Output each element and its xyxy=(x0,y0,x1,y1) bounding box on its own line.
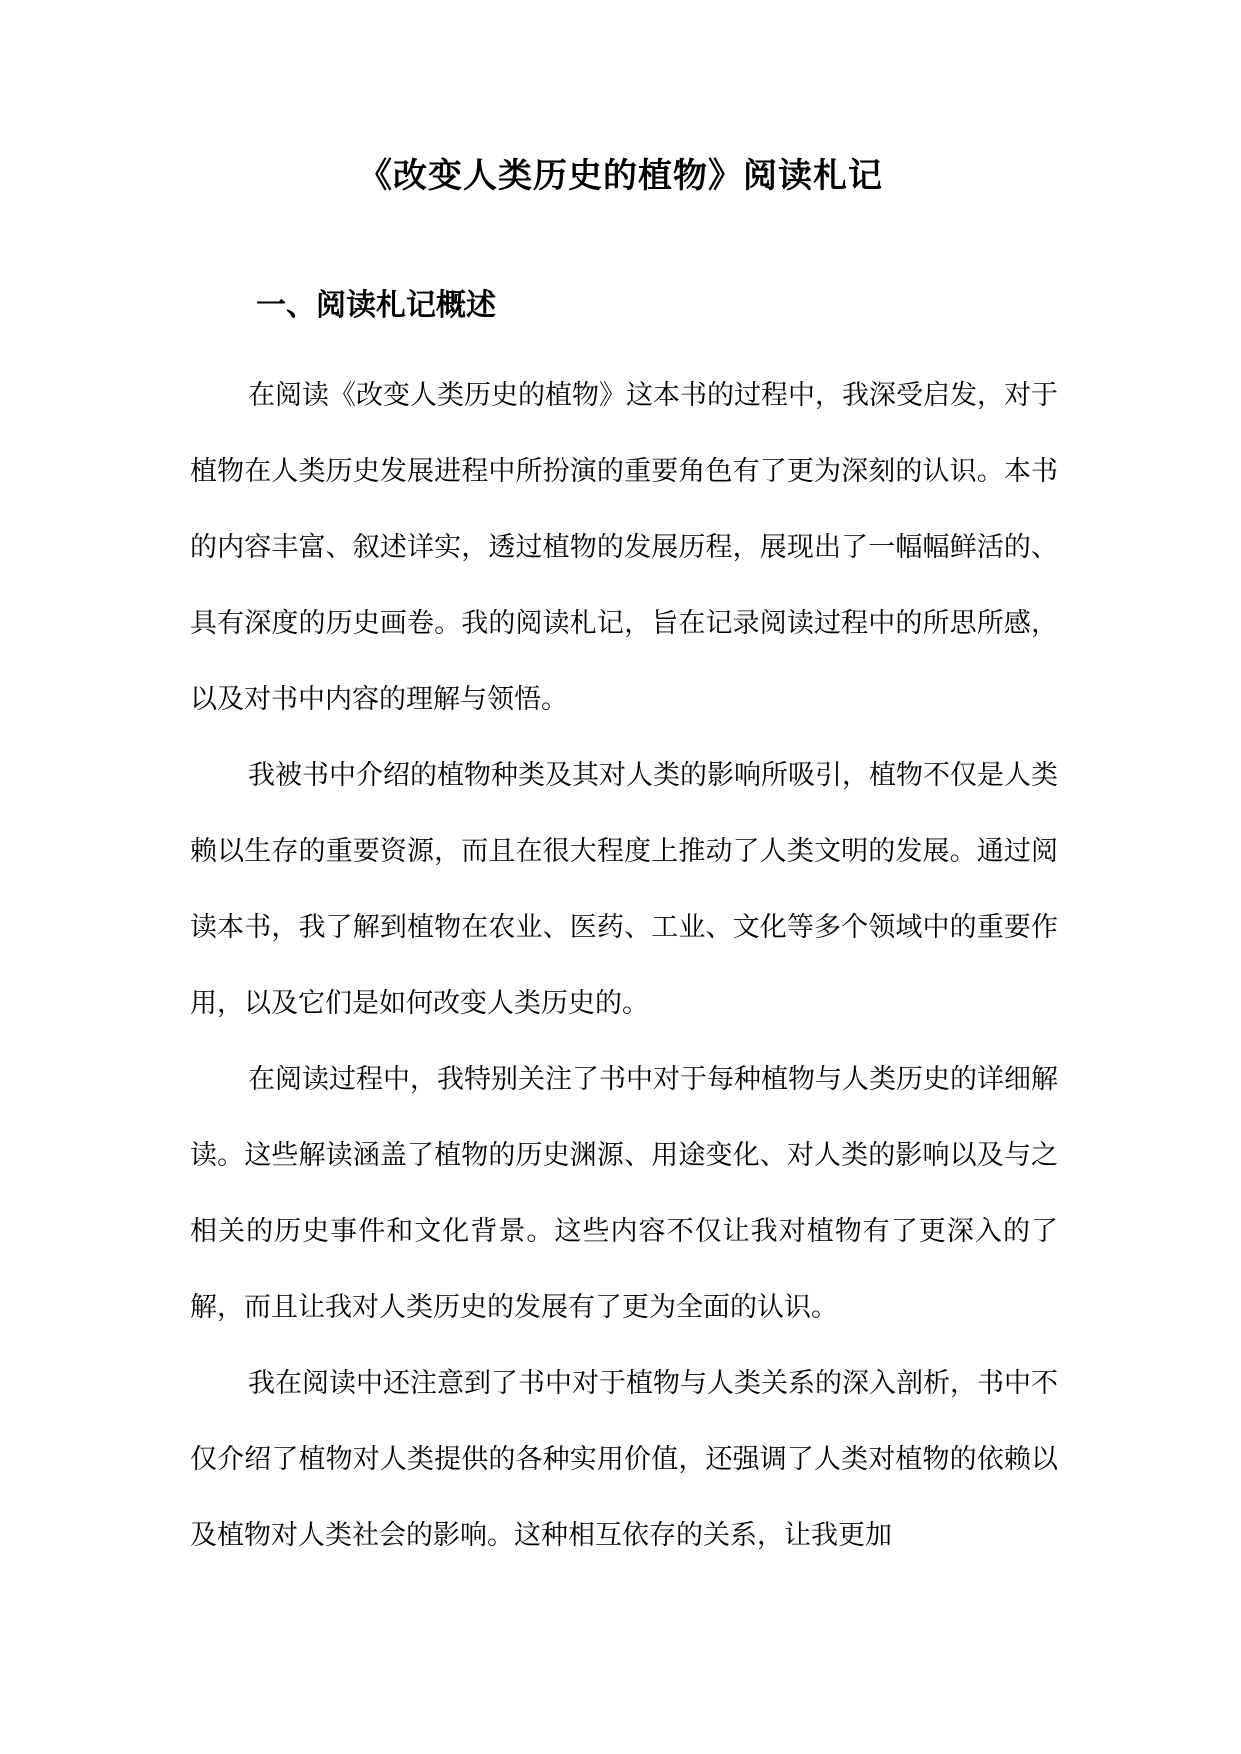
body-text xyxy=(190,358,1058,1574)
document-title: 《改变人类历史的植物》阅读札记 xyxy=(358,156,883,196)
paragraph-1: 在阅读《改变人类历史的植物》这本书的过程中，我深受启发，对于植物在人类历史发展进程中所扮演的重要角色有了更为深刻的认识。本书的内容丰富、叙述详实，透过植物的发展历程，展现出了一幅幅鲜活的、具有深度的历史画卷。我的阅读札记，旨在记录阅读过程中的所思所感，以及对书中内容的理解与领悟。 xyxy=(190,380,1058,715)
paragraph-3: 在阅读过程中，我特别关注了书中对于每种植物与人类历史的详细解读。这些解读涵盖了植物的历史渊源、用途变化、对人类的影响以及与之相关的历史事件和文化背景。这些内容不仅让我对植物有了更深入的了解，而且让我对人类历史的发展有了更为全面的认识。 xyxy=(190,1064,1058,1323)
paragraph-2: 我被书中介绍的植物种类及其对人类的影响所吸引，植物不仅是人类赖以生存的重要资源，而且在很大程度上推动了人类文明的发展。通过阅读本书，我了解到植物在农业、医药、工业、文化等多个领域中的重要作用，以及它们是如何改变人类历史的。 xyxy=(190,760,1058,1019)
section-heading: 一、阅读札记概述 xyxy=(256,288,496,323)
paragraph-4: 我在阅读中还注意到了书中对于植物与人类关系的深入剖析，书中不仅介绍了植物对人类提供的各种实用价值，还强调了人类对植物的依赖以及植物对人类社会的影响。这种相互依存的关系，让我更加 xyxy=(190,1368,1058,1551)
